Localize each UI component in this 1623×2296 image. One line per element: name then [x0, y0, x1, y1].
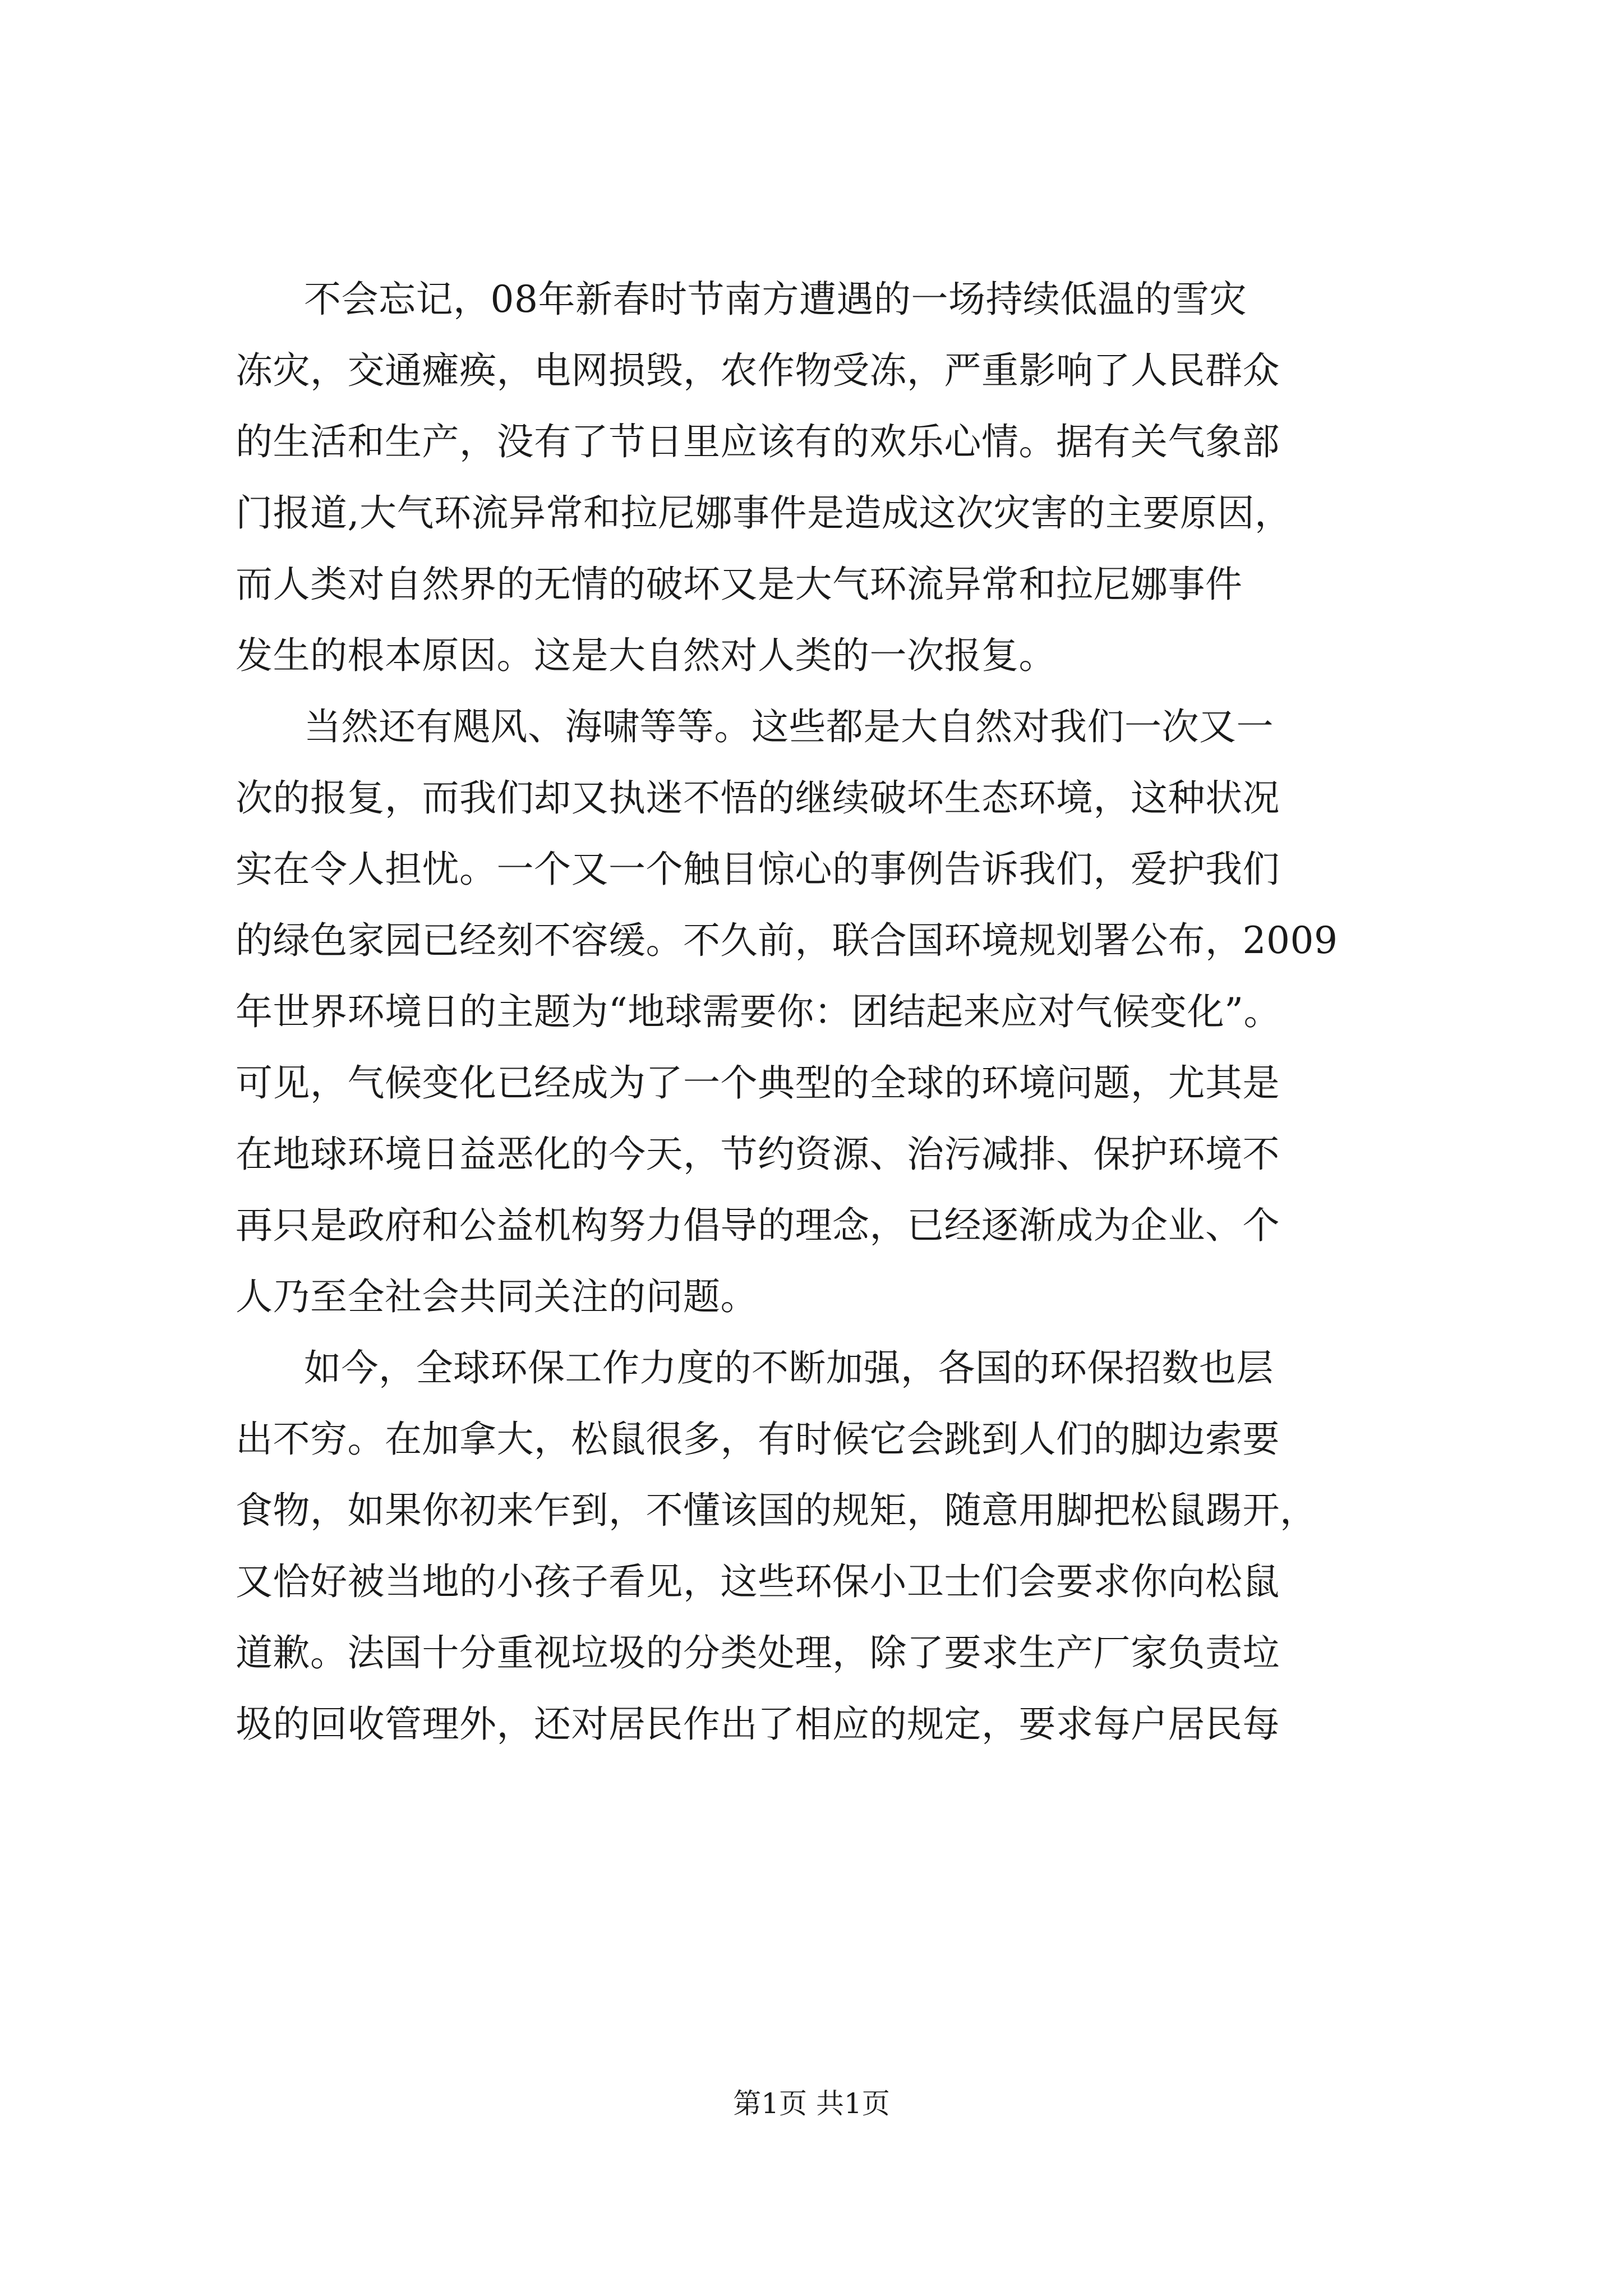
text-line: 冻灾，交通瘫痪，电网损毁，农作物受冻，严重影响了人民群众 — [236, 349, 1280, 392]
text-line: 发生的根本原因。这是大自然对人类的一次报复。 — [236, 634, 1056, 677]
text-line: 的生活和生产，没有了节日里应该有的欢乐心情。据有关气象部 — [236, 420, 1280, 463]
text-line: 不会忘记，08年新春时节南方遭遇的一场持续低温的雪灾 — [304, 278, 1247, 321]
text-line: 人乃至全社会共同关注的问题。 — [236, 1275, 758, 1318]
text-line: 圾的回收管理外，还对居民作出了相应的规定，要求每户居民每 — [236, 1703, 1280, 1746]
text-line: 道歉。法国十分重视垃圾的分类处理，除了要求生产厂家负责垃 — [236, 1631, 1280, 1674]
text-line: 年世界环境日的主题为“地球需要你：团结起来应对气候变化”。 — [236, 990, 1281, 1033]
text-line: 次的报复，而我们却又执迷不悟的继续破坏生态环境，这种状况 — [236, 776, 1280, 820]
text-line: 又恰好被当地的小孩子看见，这些环保小卫士们会要求你向松鼠 — [236, 1560, 1280, 1603]
text-line: 出不穷。在加拿大，松鼠很多，有时候它会跳到人们的脚边索要 — [236, 1418, 1280, 1461]
text-line: 在地球环境日益恶化的今天，节约资源、治污减排、保护环境不 — [236, 1133, 1280, 1176]
page-number-footer: 第1页 共1页 — [733, 2087, 890, 2120]
document-body — [236, 264, 1402, 1760]
text-line: 如今，全球环保工作力度的不断加强，各国的环保招数也层 — [304, 1346, 1274, 1389]
text-line: 再只是政府和公益机构努力倡导的理念，已经逐渐成为企业、个 — [236, 1204, 1280, 1247]
text-line: 门报道,大气环流异常和拉尼娜事件是造成这次灾害的主要原因， — [236, 491, 1292, 535]
text-line: 而人类对自然界的无情的破坏又是大气环流异常和拉尼娜事件 — [236, 563, 1243, 606]
text-line: 的绿色家园已经刻不容缓。不久前，联合国环境规划署公布，2009 — [236, 919, 1338, 962]
text-line: 实在令人担忧。一个又一个触目惊心的事例告诉我们，爱护我们 — [236, 848, 1280, 891]
text-line: 可见，气候变化已经成为了一个典型的全球的环境问题，尤其是 — [236, 1061, 1280, 1105]
text-line: 食物，如果你初来乍到，不懂该国的规矩，随意用脚把松鼠踢开， — [236, 1489, 1317, 1532]
text-line: 当然还有飓风、海啸等等。这些都是大自然对我们一次又一 — [304, 705, 1274, 748]
